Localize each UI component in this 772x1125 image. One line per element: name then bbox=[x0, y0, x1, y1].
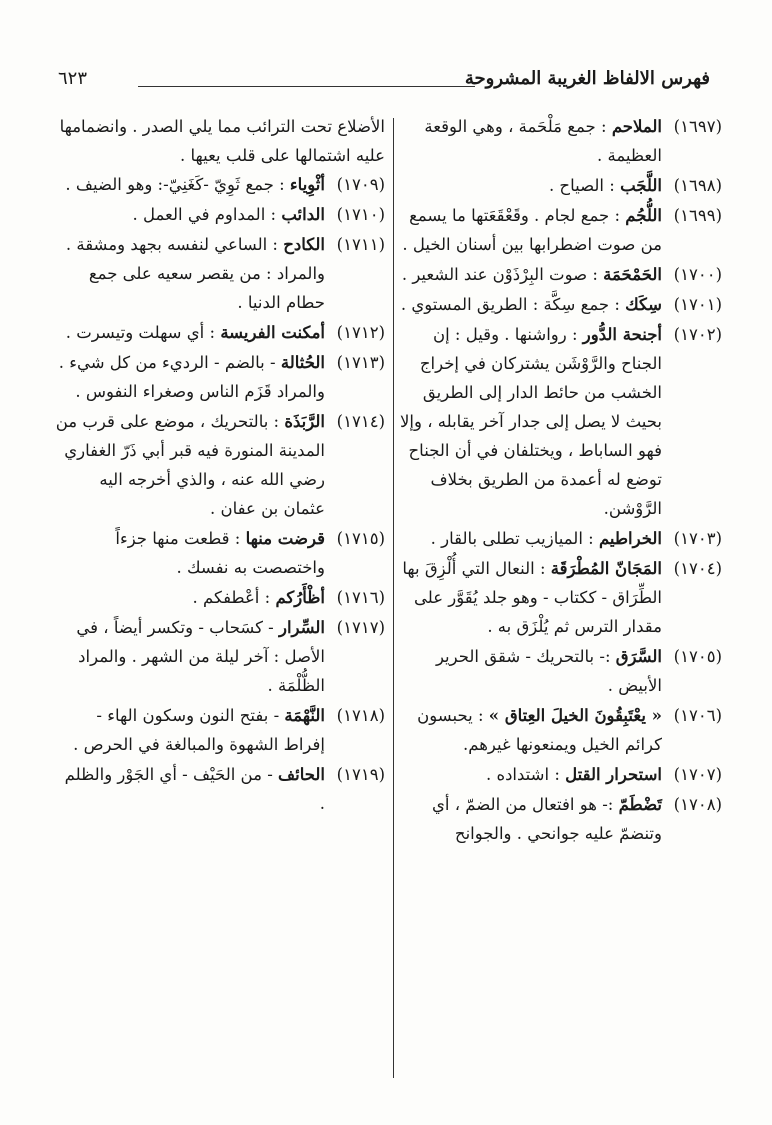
entry-headword: سِكَك bbox=[625, 295, 662, 314]
entry-headword: قرضت منها bbox=[245, 529, 325, 548]
entry-definition: - بفتح النون وسكون الهاء - إفراط الشهوة والمبالغة في الحرص . bbox=[73, 706, 325, 754]
entry-definition: : رواشنها . وقيل : إن الجناح والرَّوْشَن يشتركان في إخراج الخشب من حائط الدار إلى الطريق بحيث لا يصل إلى جدار آخر يقابله ، وإلا فهو الساباط ، ويختلفان في أن الجناح توضع له أعمدة من الطريق بخلاف الرَّوْشن. bbox=[399, 325, 662, 518]
page-number: ٦٢٣ bbox=[58, 68, 88, 89]
left-column bbox=[55, 112, 385, 819]
glossary-entry bbox=[392, 554, 722, 641]
entry-headword: اللَّجَب bbox=[620, 176, 662, 195]
entry-number: (١٧١٩) bbox=[336, 765, 385, 784]
entry-headword: الرَّبَذَة bbox=[284, 412, 325, 431]
entry-number: (١٧١٨) bbox=[336, 706, 385, 725]
entry-definition: : النعال التي أُلْزِقَ بها الطِّرَاق - ككتاب - وهو جلد يُقَوَّر على مقدار الترس ثم يُلْزَق به . bbox=[402, 559, 662, 636]
glossary-entry bbox=[392, 524, 722, 553]
entry-number: (١٧٠٦) bbox=[673, 706, 722, 725]
glossary-entry bbox=[392, 112, 722, 170]
entry-number: (١٦٩٨) bbox=[673, 176, 722, 195]
entry-definition: - بالضم - الرديء من كل شيء . والمراد قَزَم الناس وصغراء النفوس . bbox=[58, 353, 325, 401]
entry-headword: المَجَانّ المُطْرَقَة bbox=[550, 559, 662, 578]
glossary-entry bbox=[55, 230, 385, 317]
page-header bbox=[58, 66, 710, 96]
entry-definition: :- هو افتعال من الضمّ ، أي وتنضمّ عليه جوانحي . والجوانح bbox=[431, 795, 662, 843]
entry-headword: السِّرار bbox=[279, 618, 325, 637]
entry-definition: : جمع مَلْحَمة ، وهي الوقعة العظيمة . bbox=[424, 117, 662, 165]
entry-number: (١٧٠٥) bbox=[673, 647, 722, 666]
entry-definition: :- بالتحريك - شقق الحرير الأبيض . bbox=[435, 647, 662, 695]
glossary-entry bbox=[55, 701, 385, 759]
entry-headword: الحائف bbox=[278, 765, 325, 784]
entry-headword: النَّهْمَة bbox=[284, 706, 325, 725]
entry-headword: الكادح bbox=[283, 235, 325, 254]
entry-headword: الملاحم bbox=[611, 117, 662, 136]
entry-definition: : أي سهلت وتيسرت . bbox=[65, 323, 221, 342]
glossary-entry bbox=[392, 290, 722, 319]
entry-number: (١٧٠٩) bbox=[336, 175, 385, 194]
entry-number: (١٧١٧) bbox=[336, 618, 385, 637]
glossary-entry bbox=[392, 642, 722, 700]
entry-number: (١٧١٤) bbox=[336, 412, 385, 431]
entry-definition: : الصياح . bbox=[548, 176, 621, 195]
glossary-entry bbox=[392, 320, 722, 523]
entry-number: (١٧٠١) bbox=[673, 295, 722, 314]
glossary-entry bbox=[392, 171, 722, 200]
entry-number: (١٧٠٤) bbox=[673, 559, 722, 578]
entry-definition: : أعْطفكم . bbox=[192, 588, 276, 607]
entry-headword: تَضْطَمّ bbox=[618, 795, 662, 814]
entry-number: (١٧١٠) bbox=[336, 205, 385, 224]
glossary-entry bbox=[55, 200, 385, 229]
entry-number: (١٧١١) bbox=[336, 235, 385, 254]
entry-number: (١٦٩٧) bbox=[673, 117, 722, 136]
entry-number: (١٧٠٢) bbox=[673, 325, 722, 344]
glossary-entry bbox=[392, 260, 722, 289]
entry-headword: اللُّجُم bbox=[625, 206, 662, 225]
glossary-entry bbox=[55, 407, 385, 523]
glossary-entry bbox=[55, 318, 385, 347]
glossary-entry bbox=[55, 613, 385, 700]
entry-number: (١٧٠٣) bbox=[673, 529, 722, 548]
entry-number: (١٧٠٨) bbox=[673, 795, 722, 814]
entry-headword: السَّرَق bbox=[615, 647, 662, 666]
entry-definition: : اشتداده . bbox=[485, 765, 566, 784]
glossary-entry bbox=[55, 524, 385, 582]
glossary-entry bbox=[392, 701, 722, 759]
entry-headword: الحُثالة bbox=[280, 353, 325, 372]
entry-headword: الدائب bbox=[281, 205, 325, 224]
running-title: فهرس الالفاظ الغريبة المشروحة bbox=[464, 68, 710, 89]
entry-number: (١٧٠٠) bbox=[673, 265, 722, 284]
entry-headword: أظْأَرُكم bbox=[275, 588, 325, 607]
entry-definition: : جمع ثَوِيّ -كَغَنِيّ-: وهو الضيف . bbox=[65, 175, 290, 194]
entry-definition: : جمع سِكَّة : الطريق المستوي . bbox=[400, 295, 626, 314]
entry-number: (١٧٠٧) bbox=[673, 765, 722, 784]
glossary-entry bbox=[55, 583, 385, 612]
continuation-text: الأضلاع تحت الترائب مما يلي الصدر . وانضمامها عليه اشتمالها على قلب يعيها . bbox=[59, 117, 385, 165]
glossary-entry bbox=[55, 170, 385, 199]
header-rule bbox=[138, 86, 475, 87]
glossary-entry bbox=[392, 760, 722, 789]
entry-definition: - كسَحاب - وتكسر أيضاً ، في الأصل : آخر ليلة من الشهر . والمراد الظُّلْمَة . bbox=[76, 618, 325, 695]
entry-definition: : صوت البِرْذَوْن عند الشعير . bbox=[401, 265, 604, 284]
entry-definition: : الساعي لنفسه بجهد ومشقة . والمراد : من يقصر سعيه على جمع حطام الدنيا . bbox=[65, 235, 325, 312]
entry-headword: الخراطيم bbox=[598, 529, 662, 548]
glossary-entry bbox=[55, 348, 385, 406]
entry-number: (١٧١٦) bbox=[336, 588, 385, 607]
entry-headword: الحَمْحَمَة bbox=[603, 265, 662, 284]
entry-number: (١٧١٥) bbox=[336, 529, 385, 548]
entry-headword: استحرار القتل bbox=[565, 765, 662, 784]
entry-definition: - من الحَيْف - أي الجَوْر والظلم . bbox=[64, 765, 325, 813]
entry-headword: « يعْتَبِقُونَ الخيلَ العِتاق » bbox=[488, 706, 662, 725]
entry-headword: أثْوِياء bbox=[289, 175, 325, 194]
entry-definition: : الميازيب تطلى بالقار . bbox=[430, 529, 599, 548]
entry-headword: أمكنت الفريسة bbox=[220, 323, 325, 342]
entry-definition: : يحبسون كرائم الخيل ويمنعونها غيرهم. bbox=[417, 706, 662, 754]
right-column bbox=[392, 112, 722, 849]
entry-definition: : قطعت منها جزءاً واختصصت به نفسك . bbox=[115, 529, 325, 577]
entry-definition: : المداوم في العمل . bbox=[132, 205, 282, 224]
glossary-entry bbox=[55, 760, 385, 818]
entry-definition: : جمع لجام . وقَعْقَعَتها ما يسمع من صوت اضطرابها بين أسنان الخيل . bbox=[402, 206, 662, 254]
glossary-entry bbox=[392, 790, 722, 848]
entry-definition: : بالتحريك ، موضع على قرب من المدينة المنورة فيه قبر أبي ذَرّ الغفاري رضي الله عنه ، والذي أخرجه اليه عثمان بن عفان . bbox=[55, 412, 325, 518]
entry-headword: أجنحة الدُّور bbox=[582, 325, 662, 344]
entry-number: (١٧١٣) bbox=[336, 353, 385, 372]
glossary-entry bbox=[392, 201, 722, 259]
entry-number: (١٧١٢) bbox=[336, 323, 385, 342]
entry-number: (١٦٩٩) bbox=[673, 206, 722, 225]
left-column-entries bbox=[55, 170, 385, 818]
